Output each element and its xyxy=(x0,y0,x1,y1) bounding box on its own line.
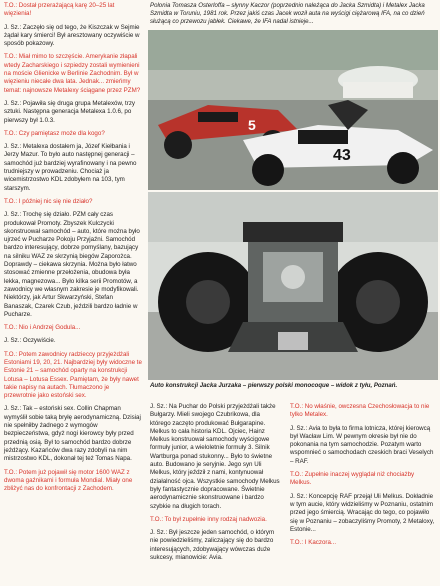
photo-caption-bottom: Auto konstrukcji Jacka Jurzaka – pierwszy polski monocoque – widok z tyłu, Poznań. xyxy=(150,382,398,389)
photo-monocoque-rear xyxy=(148,192,438,380)
photo-caption-top: Polonia Tomasza Osterloffa – słynny Kaczor (poprzednio należąca do Jacka Szmidta) i Metalex Jacka Szmidta w Toruniu, 1981 rok. Przez jakiś czas Jacek woził auta na wyścigi ciężarową IFA, na co dzień służącą co przewozu jabłek. Ciekawe, że IFA nadal istnieje... xyxy=(150,2,425,26)
interview-question: T.O.: Dostał przerażającą karę 20–25 lat więzienia! xyxy=(4,2,115,18)
interview-question: T.O.: I później nic się nie działo? xyxy=(4,197,93,205)
interview-answer: J. Sz.: Oczywiście. xyxy=(4,337,56,345)
interview-answer: J. Sz.: Trochę się działo. PZM cały czas produkował Promoty. Zbyszek Kulczycki skonstruował samochód – auto, które można było ujrzeć w Pucharze Pokoju Przyjaźni. Samochód bardzo interesujący, dobrze pomyślany, bazujący na silniku WAZ ze skrzynią biegów Zaporożca. Doprawdy – ciekawa skrzynia. Można było łatwo stosować zmienne przełożenia, obudowa była lekka, magnezowa... Było kilka serii Promotów, a zawodnicy we własnym zakresie je modyfikowali. Niektórzy, jak Artur Skwarzyński, Stefan Banaszak, Czarek Czub, jeździli bardzo ładnie w Pucharze. xyxy=(4,211,140,318)
interview-question: T.O.: Nio i Andrzej Godula... xyxy=(4,324,81,332)
car-number-5: 5 xyxy=(248,117,256,133)
column-left xyxy=(4,2,142,498)
interview-question: T.O.: Potem zawodnicy radzieccy przyjeżdżali Estoniami 19, 20, 21. Najbardziej były widoczne te Estonie 21 – samochód oparty na konstrukcji Lotusa – Lotusa Essex. Pamiętam, że były nawet takie napisy na autach. Tłumaczono je przewrotnie jako estoński sex. xyxy=(4,350,142,400)
interview-question: T.O.: I Kaczora... xyxy=(290,539,337,547)
interview-answer: J. Sz.: Zaczęło się od tego, że Kiszczak w Sejmie żądał kary śmierci! Był aresztowany oczywiście w sposób pokazowy. xyxy=(4,23,140,48)
interview-answer: J. Sz.: Metalexa dostałem ja, Józef Kiełbania i Jerzy Mazur. To było auto następnej generacji – samochód już bardziej wyrafinowany i na pewno trudniejszy w prowadzeniu. Chociaż ja wicemistrzostwo KDL zdobyłem na 103, tym starszym. xyxy=(4,143,137,192)
interview-question: T.O.: No właśnie, owczesna Czechosłowacja to nie tylko Metalex. xyxy=(290,403,430,419)
interview-answer: J. Sz.: Pojawiła się druga grupa Metalexów, trzy sztuki. Następna generacja Metalexa 1.0.6, po pierwszy był 1.0.3. xyxy=(4,99,136,124)
interview-answer: J. Sz.: Tak – estoński sex. Collin Chapman wymyślił sobie taką bryłę aerodynamiczną. Dzisiaj nie spełniłby żadnego z wymogów bezpieczeństwa, gdyż nogi kierowcy były przed przednią osią. Był to samochód bardzo dobrze jeżdżący. Kazańców dwa razy zdobyli na nim mistrzostwo KDL, dokonał tej też Tomas Napa. xyxy=(4,405,141,463)
interview-answer: J. Sz.: Był jeszcze jeden samochód, o którym nie powiedzieliśmy, zaliczający się do bardzo interesujących, zdobywający wówczas duże sukcesy, mianowicie: Avia. xyxy=(150,529,275,562)
interview-question: T.O.: Czy pamiętasz może dla kogo? xyxy=(4,129,105,137)
interview-question: T.O.: Miał mimo to szczęście. Amerykanie złapali wtedy Zacharskiego i szpiedzy zostali wymienieni na moście Glienicke w Berlinie Zachodnim. Był w więzieniu niecałe dwa lata. Jednak... zmieńmy temat: najnowsze Metalexy ściągane przez PZM? xyxy=(4,53,141,94)
interview-answer: J. Sz.: Koncepcję RAF przejął Uli Melkus. Dokładnie w tym aucie, który widzieliśmy w Poznaniu, ostatnim przed jego śmiercią. Wracając do tego, co pojawiło się w Poznaniu – zobaczyliśmy Promoty, 2 Metaloxy, Estonie... xyxy=(290,492,435,533)
column-right xyxy=(290,403,436,552)
photo-race-cars-torun xyxy=(148,30,438,190)
interview-question: T.O.: To był zupełnie inny rodzaj nadwozia. xyxy=(150,515,267,523)
column-middle xyxy=(150,403,282,567)
car-number-43: 43 xyxy=(333,147,351,164)
interview-question: T.O.: Zupełnie inaczej wyglądał niż chociażby Melkus. xyxy=(290,471,415,487)
interview-answer: J. Sz.: Na Puchar do Polski przyjeżdżali także Bułgarzy. Mieli swojego Czubrikowa, dla którego zaczęto produkować Bułgarapine. Melkus to cała historia KDL. Ojciec, Hainz Melkus konstruował samochody wyścigowe formuły junior, a wieloletnie formuły 3. Silnik Wartburga ponad stukonny... Było to świetne auto. Budowano je seryjnie. Jego syn Uli Melkus, który jeździł z nami, kontynuował działalność ojca. Wszystkie samochody Melkus były fantastycznie dopracowane. Świetnie aerodynamicznie skonstruowane i bardzo szybkie na długich torach. xyxy=(150,403,280,510)
interview-question: T.O.: Potem już pojawił się motor 1600 WAZ z dwoma gaźnikami i formuła Mondial. Miały one zbliżyć nas do konfrontacji z Zachodem. xyxy=(4,468,133,493)
interview-answer: J. Sz.: Avia to była to firma lotnicza, której kierowcą był Wacław Lim. W pewnym okresie był nie do pokonania na tym samochodzie. Pozatym warto wspomnieć o samochodach czeskich braci Veselych – RAF. xyxy=(290,424,434,465)
